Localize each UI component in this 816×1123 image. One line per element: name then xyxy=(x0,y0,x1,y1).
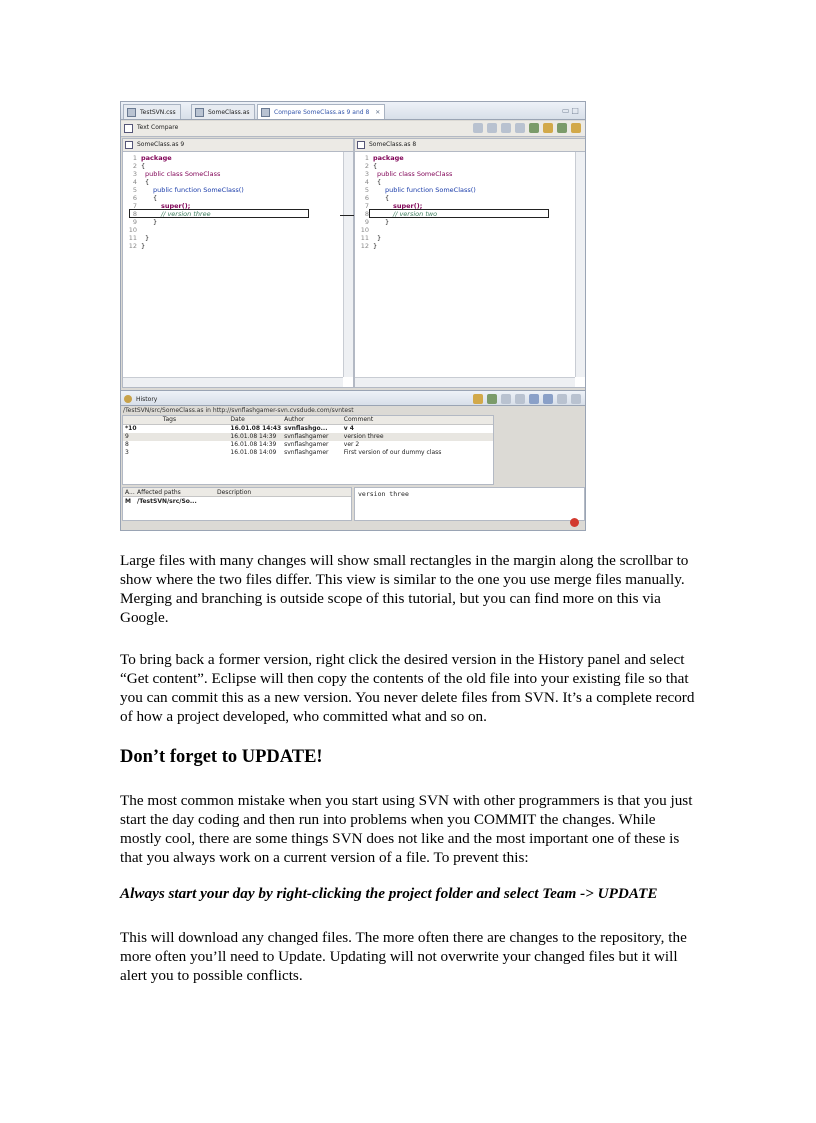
next-change-icon[interactable] xyxy=(529,123,539,133)
ide-screenshot xyxy=(120,101,586,531)
file-icon xyxy=(357,141,365,149)
revision-comment[interactable]: version three xyxy=(354,487,585,521)
prev-diff-icon[interactable] xyxy=(515,123,525,133)
right-pane-header: SomeClass.as 8 xyxy=(355,139,585,152)
left-compare-pane xyxy=(122,138,354,388)
left-code[interactable]: 1 package 2 { 3 public class SomeClass 4 { 5 public function SomeClass() 6 { 7 super(); 8 // version three 9 } 10 11 } 12 } xyxy=(123,152,353,250)
compare-toolbar xyxy=(121,121,585,137)
history-table xyxy=(122,415,494,485)
refresh-icon[interactable] xyxy=(473,394,483,404)
window-controls[interactable]: ▭□ xyxy=(561,106,581,115)
left-pane-header: SomeClass.as 9 xyxy=(123,139,353,152)
tab-compare[interactable]: Compare SomeClass.as 9 and 8 ✕ xyxy=(257,104,385,119)
table-row[interactable]: 3 16.01.08 14:09 svnflashgamer First version of our dummy class xyxy=(125,449,442,456)
table-row[interactable]: M /TestSVN/src/So... xyxy=(125,498,197,505)
right-compare-pane xyxy=(354,138,586,388)
emphasis-instruction: Always start your day by right-clicking the project folder and select Team -> UPDATE xyxy=(120,885,658,902)
filter-icon[interactable] xyxy=(515,394,525,404)
table-header: A... Affected paths Description xyxy=(123,488,351,497)
css-file-icon xyxy=(127,108,136,117)
copy-right-icon[interactable] xyxy=(487,123,497,133)
table-row[interactable]: 9 16.01.08 14:39 svnflashgamer version three xyxy=(123,433,493,441)
next-page-icon[interactable] xyxy=(557,394,567,404)
pin-icon[interactable] xyxy=(501,394,511,404)
show-paths-icon[interactable] xyxy=(543,394,553,404)
compare-icon xyxy=(261,108,270,117)
affected-paths-table xyxy=(122,487,352,521)
paragraph-restore-version: To bring back a former version, right click the desired version in the History panel and select “Get content”. Eclipse will then copy the contents of the old file into your existing file so that you can commit this as a new version. You never delete files from SVN. It’s a complete record of how a project developed, who committed what and so on. xyxy=(120,651,695,725)
vertical-scrollbar[interactable] xyxy=(343,152,353,377)
close-icon[interactable]: ✕ xyxy=(375,109,381,116)
next-diff-icon[interactable] xyxy=(501,123,511,133)
error-status-icon xyxy=(570,518,579,527)
right-code[interactable]: 1 package 2 { 3 public class SomeClass 4 { 5 public function SomeClass() 6 { 7 super(); 8 // version two 9 } 10 11 } 12 } xyxy=(355,152,585,250)
paragraph-common-mistake: The most common mistake when you start using SVN with other programmers is that you just start the day coding and then run into problems when you COMMIT the changes. While mostly cool, there are some things SVN does not like and the most important one of these is that you always work on a current version of a file. To prevent this: xyxy=(120,792,693,866)
prev-change-icon[interactable] xyxy=(543,123,553,133)
horizontal-scrollbar[interactable] xyxy=(355,377,575,387)
get-all-icon[interactable] xyxy=(571,394,581,404)
tab-testsvn-css[interactable]: TestSVN.css xyxy=(123,104,181,119)
copy-left-icon[interactable] xyxy=(473,123,483,133)
horizontal-scrollbar[interactable] xyxy=(123,377,343,387)
diff-highlight xyxy=(369,209,549,218)
history-resource-path: /TestSVN/src/SomeClass.as in http://svnflashgamer-svn.cvsdude.com/svntest xyxy=(123,407,354,414)
compare-toolbar-icons xyxy=(473,123,581,133)
tab-someclass-as[interactable]: SomeClass.as xyxy=(191,104,255,119)
table-header: Tags Date Author Comment xyxy=(123,416,493,425)
show-comments-icon[interactable] xyxy=(529,394,539,404)
history-toolbar-icons xyxy=(473,394,581,404)
paragraph-compare-view: Large files with many changes will show small rectangles in the margin along the scrollbar to show where the two files differ. This view is similar to the one you use merge files manually. Merging and branching is outside scope of this tutorial, but you can find more on this via Google. xyxy=(120,552,689,626)
merge-icon[interactable] xyxy=(557,123,567,133)
ignore-whitespace-icon[interactable] xyxy=(571,123,581,133)
table-row[interactable]: 8 16.01.08 14:39 svnflashgamer ver 2 xyxy=(125,441,360,448)
section-heading-update: Don’t forget to UPDATE! xyxy=(120,747,323,767)
vertical-scrollbar[interactable] xyxy=(575,152,585,377)
file-icon xyxy=(125,141,133,149)
tab-history[interactable]: History xyxy=(124,393,157,406)
text-compare-icon xyxy=(124,124,133,133)
editor-tab-bar xyxy=(121,102,585,120)
history-icon xyxy=(124,395,132,403)
history-view-bar xyxy=(121,390,585,406)
link-editor-icon[interactable] xyxy=(487,394,497,404)
as-file-icon xyxy=(195,108,204,117)
paragraph-update-effect: This will download any changed files. The more often there are changes to the repository, the more often you’ll need to Update. Updating will not overwrite your changed files but it will alert you to possible conflicts. xyxy=(120,929,687,984)
table-row[interactable]: *10 16.01.08 14:43 svnflashgo... v 4 xyxy=(125,425,354,432)
compare-title: Text Compare xyxy=(137,124,179,131)
diff-highlight xyxy=(129,209,309,218)
